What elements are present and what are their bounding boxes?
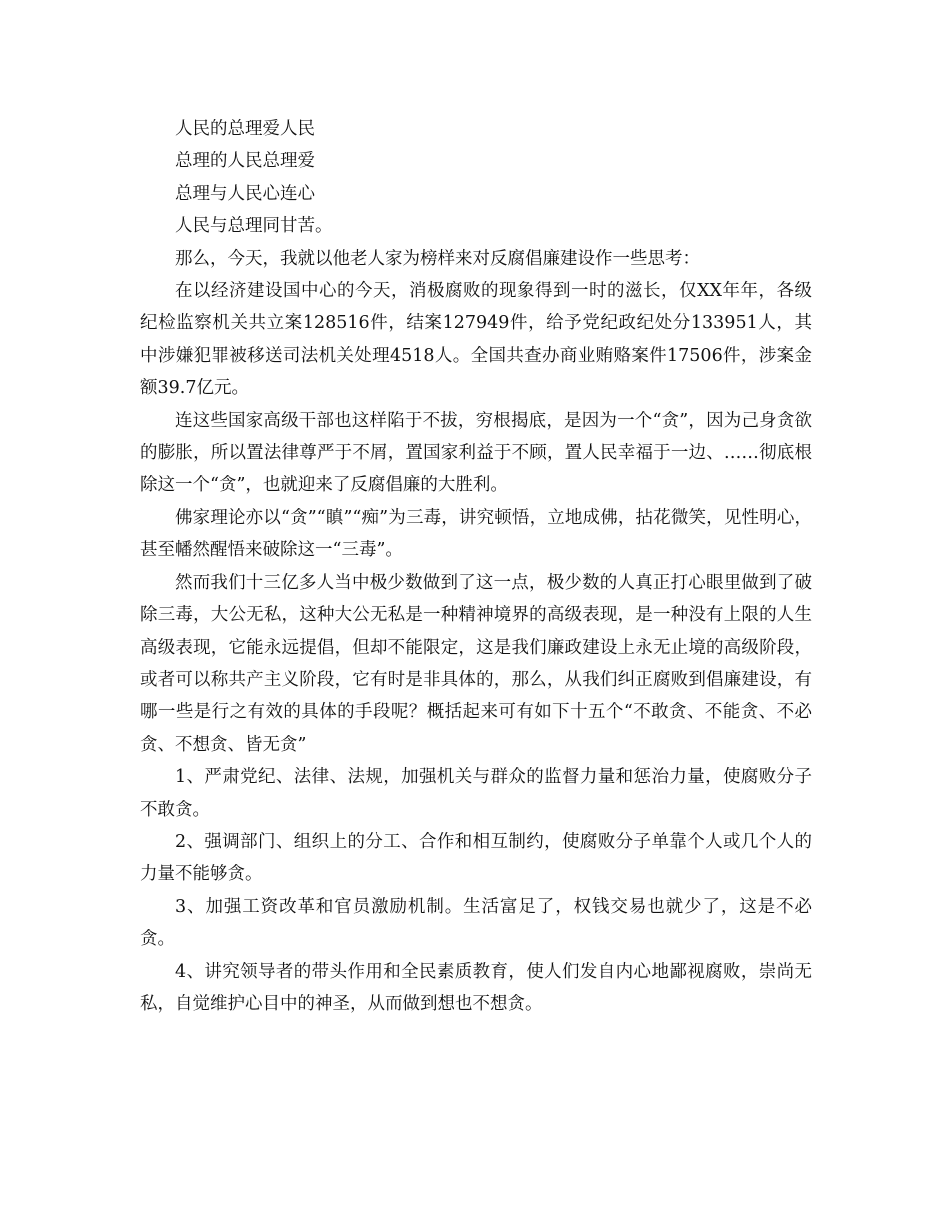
verse-line: 人民的总理爱人民 (175, 119, 315, 139)
list-item: 1、严肃党纪、法律、法规，加强机关与群众的监督力量和惩治力量，使腐败分子不敢贪。 (140, 767, 812, 820)
paragraph: 佛家理论亦以“贪”“瞋”“痴”为三毒，讲究顿悟，立地成佛，拈花微笑，见性明心，甚至幡然醒悟来破除这一“三毒”。 (140, 507, 812, 561)
paragraph: 那么，今天，我就以他老人家为榜样来对反腐倡廉建设作一些思考： (175, 248, 700, 269)
verse-line: 人民与总理同甘苦。 (175, 216, 333, 237)
document-body (140, 113, 812, 1020)
paragraph: 在以经济建设国中心的今天，消极腐败的现象得到一时的滋长，仅XX年年，各级纪检监察机关共立案128516件，结案127949件，给予党纪政纪处分133951人，其中涉嫌犯罪被移送司法机关处理4518人。全国共查办商业贿赂案件17506件，涉案金额39.7亿元。 (140, 281, 812, 399)
verse-line: 总理与人民心连心 (175, 183, 315, 204)
paragraph: 连这些国家高级干部也这样陷于不拔，穷根揭底，是因为一个“贪”，因为己身贪欲的膨胀，所以置法律尊严于不屑，置国家利益于不顾，置人民幸福于一边、……彻底根除这一个“贪”，也就迎来了反腐倡廉的大胜利。 (140, 410, 812, 496)
list-item: 4、讲究领导者的带头作用和全民素质教育，使人们发自内心地鄙视腐败，崇尚无私，自觉维护心目中的神圣，从而做到想也不想贪。 (140, 961, 812, 1014)
list-item: 2、强调部门、组织上的分工、合作和相互制约，使腐败分子单靠个人或几个人的力量不能够贪。 (140, 831, 812, 885)
paragraph: 然而我们十三亿多人当中极少数做到了这一点，极少数的人真正打心眼里做到了破除三毒，大公无私，这种大公无私是一种精神境界的高级表现，是一种没有上限的人生高级表现，它能永远提倡，但却不能限定，这是我们廉政建设上永无止境的高级阶段，或者可以称共产主义阶段，它有时是非具体的，那么，从我们纠正腐败到倡廉建设，有哪一些是行之有效的具体的手段呢？概括起来可有如下十五个“不敢贪、不能贪、不必贪、不想贪、皆无贪” (140, 572, 812, 755)
list-item: 3、加强工资改革和官员激励机制。生活富足了，权钱交易也就少了，这是不必贪。 (140, 896, 812, 950)
verse-line: 总理的人民总理爱 (175, 151, 315, 172)
